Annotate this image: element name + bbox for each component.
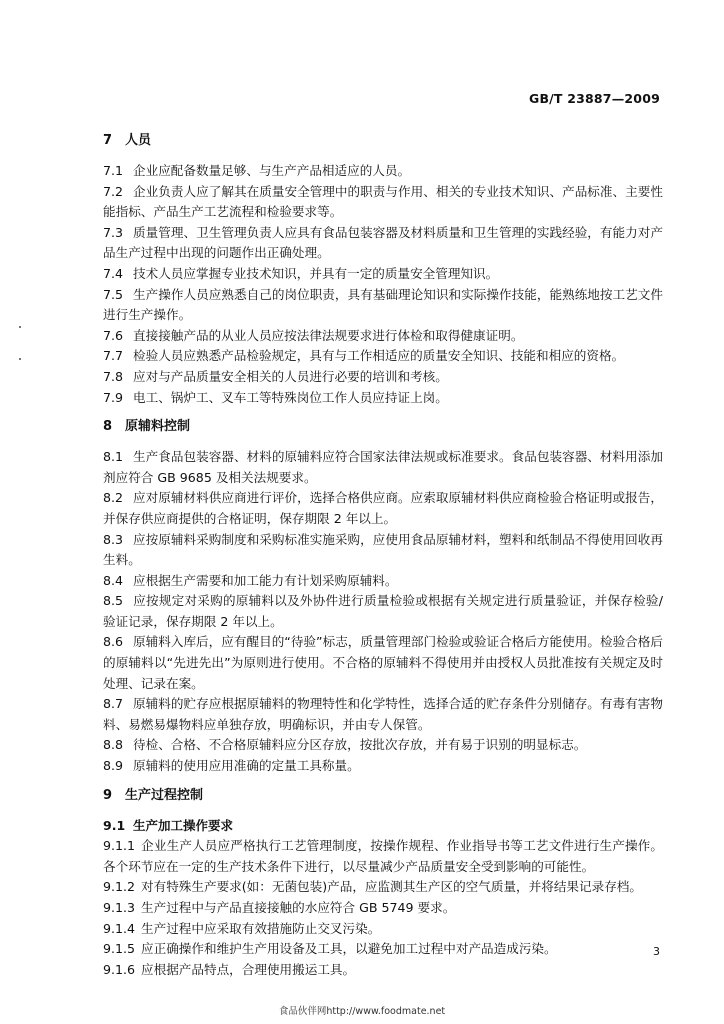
- clause: 9.1.1 企业生产人员应严格执行工艺管理制度，按操作规程、作业指导书等工艺文件进行生产操作。各个环节应在一定的生产技术条件下进行，以尽量减少产品质量安全受到影响的可能性。: [103, 838, 663, 874]
- footer-watermark: 食品伙伴网http://www.foodmate.net: [278, 1006, 446, 1017]
- margin-mark: [19, 326, 21, 328]
- clause: 9.1.6 应根据产品特点，合理使用搬运工具。: [103, 961, 356, 977]
- clause: 8.6 原辅料入库后，应有醒目的“待验”标志，质量管理部门检验或验证合格后方能使用。检验合格后的原辅料以“先进先出”为原则进行使用。不合格的原辅料不得使用并由授权人员批准按有关规定及时处理、记录在案。: [103, 634, 663, 691]
- section-heading: 7 人员: [103, 133, 152, 148]
- standard-number: GB/T 23887—2009: [528, 91, 660, 106]
- subsection-heading: 9.1 生产加工操作要求: [103, 817, 234, 833]
- clause: 8.2 应对原辅材料供应商进行评价，选择合格供应商。应索取原辅材料供应商检验合格证明或报告，并保存供应商提供的合格证明，保存期限 2 年以上。: [103, 490, 663, 526]
- clause: 8.8 待检、合格、不合格原辅料应分区存放，按批次存放，并有易于识别的明显标志。: [103, 737, 587, 753]
- clause: 8.4 应根据生产需要和加工能力有计划采购原辅料。: [103, 572, 398, 588]
- margin-mark: [19, 358, 21, 360]
- clause: 7.4 技术人员应掌握专业技术知识，并具有一定的质量安全管理知识。: [103, 265, 499, 281]
- clause: 7.6 直接接触产品的从业人员应按法律法规要求进行体检和取得健康证明。: [103, 327, 524, 343]
- clause: 9.1.4 生产过程中应采取有效措施防止交叉污染。: [103, 920, 381, 936]
- clause: 8.7 原辅料的贮存应根据原辅料的物理特性和化学特性，选择合适的贮存条件分别储存。有毒有害物料、易燃易爆物料应单独存放，明确标识，并由专人保管。: [103, 696, 663, 732]
- section-heading: 9 生产过程控制: [103, 787, 204, 803]
- clause: 9.1.3 生产过程中与产品直接接触的水应符合 GB 5749 要求。: [103, 899, 456, 915]
- clause: 7.9 电工、锅炉工、叉车工等特殊岗位工作人员应持证上岗。: [103, 389, 448, 405]
- clause: 7.3 质量管理、卫生管理负责人应具有食品包装容器及材料质量和卫生管理的实践经验，有能力对产品生产过程中出现的问题作出正确处理。: [103, 224, 663, 261]
- clause: 8.1 生产食品包装容器、材料的原辅料应符合国家法律法规或标准要求。食品包装容器、材料用添加剂应符合 GB 9685 及相关法规要求。: [103, 449, 663, 485]
- clause: 8.5 应按规定对采购的原辅料以及外协件进行质量检验或根据有关规定进行质量验证，并保存检验/验证记录，保存期限 2 年以上。: [103, 593, 663, 629]
- clause: 7.7 检验人员应熟悉产品检验规定，具有与工作相适应的质量安全知识、技能和相应的资格。: [103, 348, 625, 364]
- clause: 7.1 企业应配备数量足够、与生产产品相适应的人员。: [103, 163, 411, 178]
- clause: 8.9 原辅料的使用应用准确的定量工具称量。: [103, 758, 360, 774]
- section-heading: 8 原辅料控制: [103, 419, 191, 435]
- clause: 8.3 应按原辅料采购制度和采购标准实施采购，应使用食品原辅材料，塑料和纸制品不得使用回收再生料。: [103, 531, 663, 568]
- clause: 7.2 企业负责人应了解其在质量安全管理中的职责与作用、相关的专业技术知识、产品标准、主要性能指标、产品生产工艺流程和检验要求等。: [103, 183, 663, 220]
- clause: 9.1.2 对有特殊生产要求(如：无菌包装)产品，应监测其生产区的空气质量，并将结果记录存档。: [103, 879, 642, 895]
- clause: 7.5 生产操作人员应熟悉自己的岗位职责，具有基础理论知识和实际操作技能，能熟练地按工艺文件进行生产操作。: [103, 286, 663, 323]
- page-number: 3: [653, 945, 660, 958]
- document-body: [103, 121, 663, 980]
- clause: 7.8 应对与产品质量安全相关的人员进行必要的培训和考核。: [103, 368, 448, 384]
- clause: 9.1.5 应正确操作和维护生产用设备及工具，以避免加工过程中对产品造成污染。: [103, 941, 557, 957]
